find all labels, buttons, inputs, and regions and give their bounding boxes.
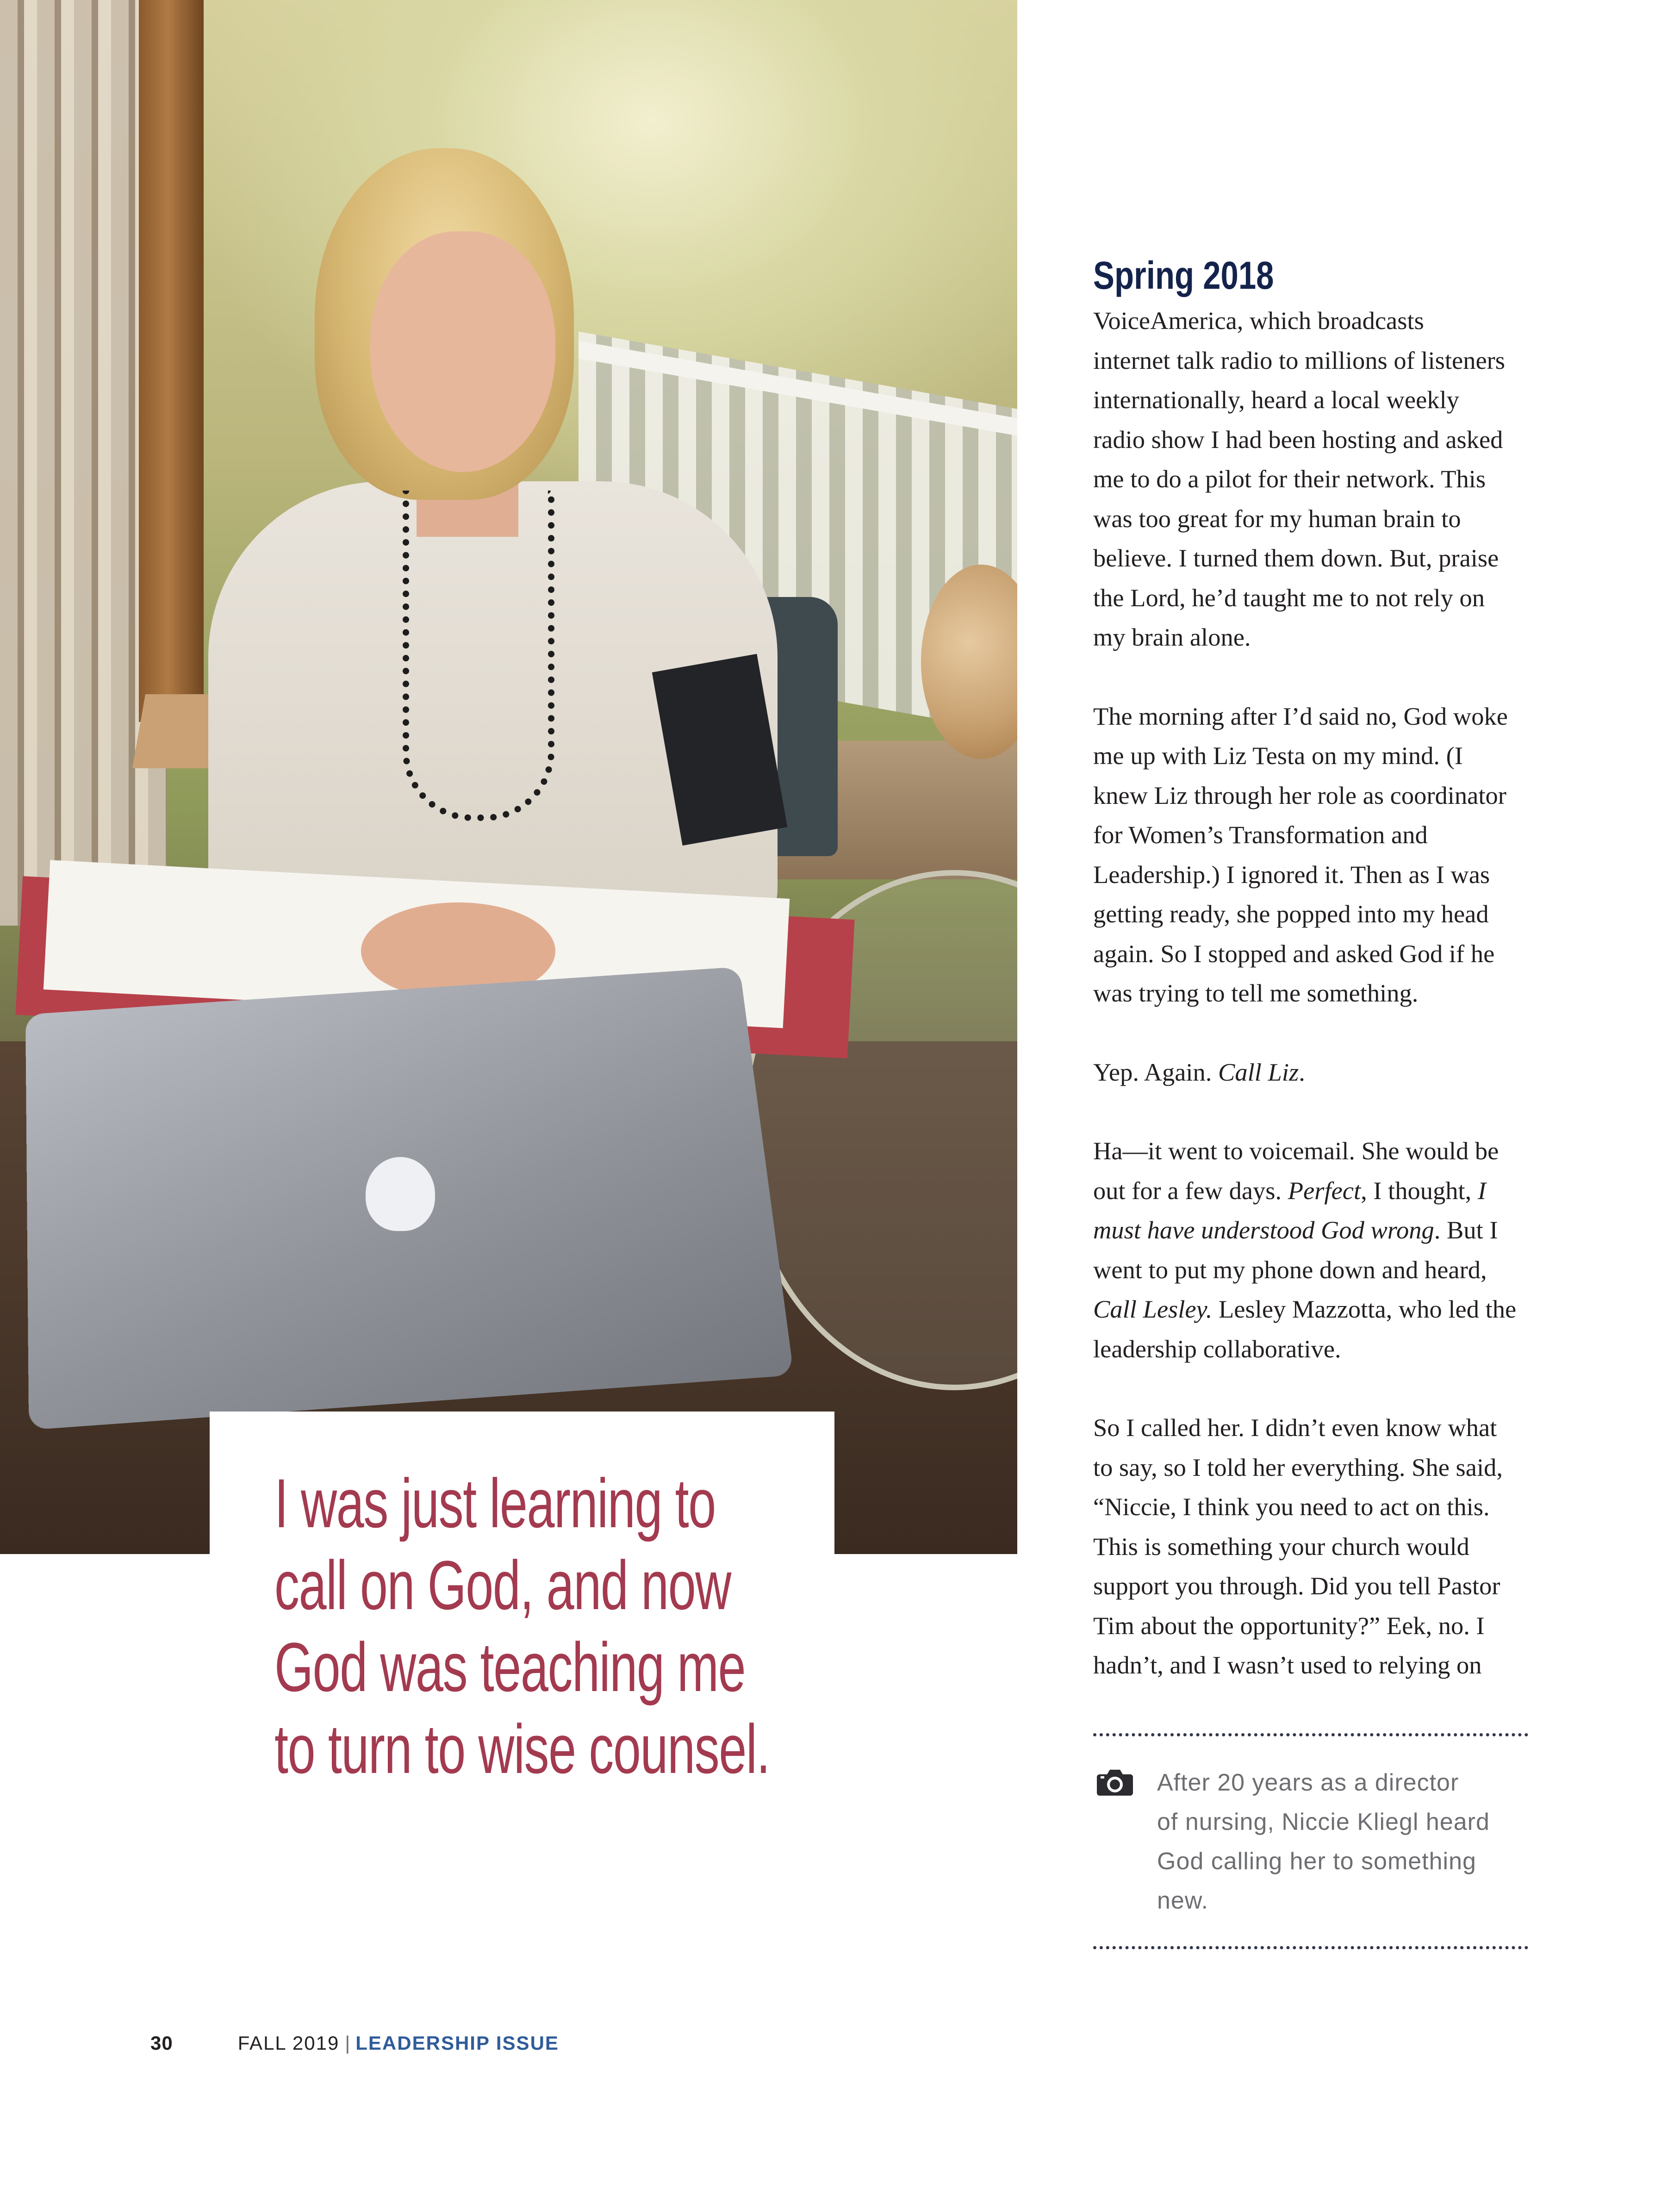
text-line: Leadership.) I ignored it. Then as I was bbox=[1093, 860, 1490, 889]
text-line: VoiceAmerica, which broadcasts bbox=[1093, 306, 1424, 335]
text-line: the Lord, he’d taught me to not rely on bbox=[1093, 583, 1485, 612]
pull-quote-line: I was just learning to bbox=[274, 1464, 716, 1542]
text-line bbox=[1093, 1052, 1537, 1092]
article-paragraph bbox=[1093, 696, 1537, 1013]
text-line bbox=[1093, 1210, 1537, 1250]
text-line: radio show I had been hosting and asked bbox=[1093, 425, 1503, 454]
text-run: Lesley Mazzotta, who led the bbox=[1212, 1295, 1517, 1323]
caption-line: After 20 years as a director bbox=[1157, 1769, 1459, 1796]
italic-text: I bbox=[1477, 1176, 1487, 1205]
text-line: again. So I stopped and asked God if he bbox=[1093, 939, 1495, 968]
article-paragraph bbox=[1093, 301, 1537, 657]
text-run: . bbox=[1299, 1057, 1305, 1086]
text-line: This is something your church would bbox=[1093, 1532, 1469, 1561]
italic-text: Perfect bbox=[1288, 1176, 1361, 1205]
footer-separator: | bbox=[345, 2032, 350, 2054]
italic-text: Call Liz bbox=[1218, 1057, 1299, 1086]
text-line: So I called her. I didn’t even know what bbox=[1093, 1413, 1497, 1442]
text-line bbox=[1093, 1289, 1537, 1329]
text-run: , I thought, bbox=[1361, 1176, 1478, 1205]
pull-quote-line: God was teaching me bbox=[274, 1628, 746, 1706]
apple-logo-icon bbox=[366, 1157, 435, 1231]
text-line: my brain alone. bbox=[1093, 623, 1251, 651]
pull-quote-line: to turn to wise counsel. bbox=[274, 1710, 770, 1788]
text-line: believe. I turned them down. But, praise bbox=[1093, 544, 1499, 572]
page-number: 30 bbox=[150, 2032, 173, 2054]
pull-quote-box bbox=[210, 1412, 834, 1828]
issue-season: FALL 2019 bbox=[237, 2032, 340, 2054]
text-run: out for a few days. bbox=[1093, 1176, 1288, 1205]
page-footer bbox=[150, 2029, 559, 2057]
text-line: support you through. Did you tell Pastor bbox=[1093, 1572, 1500, 1600]
text-line: to say, so I told her everything. She said, bbox=[1093, 1453, 1503, 1481]
italic-text: Call Lesley. bbox=[1093, 1295, 1213, 1323]
text-line: went to put my phone down and heard, bbox=[1093, 1255, 1487, 1284]
text-line: me to do a pilot for their network. This bbox=[1093, 465, 1486, 493]
text-line: was trying to tell me something. bbox=[1093, 979, 1419, 1007]
text-line: “Niccie, I think you need to act on this. bbox=[1093, 1492, 1490, 1521]
text-line: Tim about the opportunity?” Eek, no. I bbox=[1093, 1611, 1485, 1640]
text-line bbox=[1093, 1171, 1537, 1211]
caption-divider-top bbox=[1093, 1733, 1528, 1736]
article-paragraph bbox=[1093, 1052, 1537, 1092]
text-line: knew Liz through her role as coordinator bbox=[1093, 781, 1506, 809]
text-line: was too great for my human brain to bbox=[1093, 504, 1461, 533]
article-column bbox=[1093, 250, 1537, 1724]
section-heading: Spring 2018 bbox=[1093, 254, 1274, 297]
text-line: internationally, heard a local weekly bbox=[1093, 386, 1459, 414]
camera-icon bbox=[1097, 1768, 1133, 1796]
text-line: for Women’s Transformation and bbox=[1093, 821, 1428, 849]
photo-caption bbox=[1157, 1763, 1555, 1921]
caption-divider-bottom bbox=[1093, 1946, 1528, 1949]
text-line: getting ready, she popped into my head bbox=[1093, 900, 1489, 928]
article-paragraph bbox=[1093, 1131, 1537, 1368]
pull-quote-line: call on God, and now bbox=[274, 1546, 731, 1624]
text-line: internet talk radio to millions of listeners bbox=[1093, 346, 1505, 374]
issue-title: LEADERSHIP ISSUE bbox=[355, 2032, 559, 2054]
text-line: me up with Liz Testa on my mind. (I bbox=[1093, 741, 1463, 770]
text-line: leadership collaborative. bbox=[1093, 1334, 1341, 1363]
article-paragraph bbox=[1093, 1408, 1537, 1685]
text-line: Ha—it went to voicemail. She would be bbox=[1093, 1137, 1499, 1165]
article-photo bbox=[0, 0, 1017, 1554]
text-line: hadn’t, and I wasn’t used to relying on bbox=[1093, 1651, 1482, 1679]
text-run: Yep. Again. bbox=[1093, 1057, 1219, 1086]
caption-line: new. bbox=[1157, 1887, 1208, 1914]
caption-line: of nursing, Niccie Kliegl heard bbox=[1157, 1809, 1490, 1835]
pull-quote bbox=[274, 1462, 770, 1790]
text-line: The morning after I’d said no, God woke bbox=[1093, 702, 1508, 730]
text-run: . But I bbox=[1434, 1216, 1498, 1244]
caption-line: God calling her to something bbox=[1157, 1848, 1476, 1875]
italic-text: must have understood God wrong bbox=[1093, 1216, 1434, 1244]
